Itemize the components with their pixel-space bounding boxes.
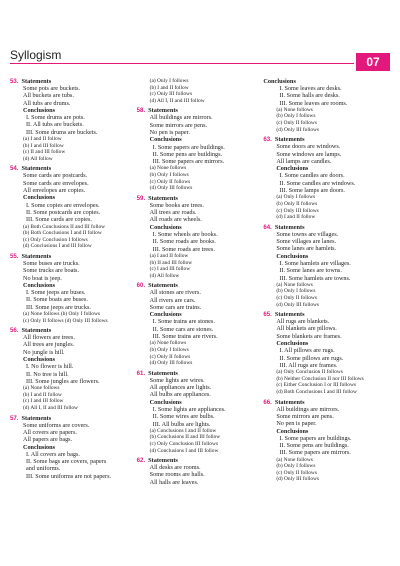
answer-option: (c) I and III follow xyxy=(23,398,64,405)
page-header xyxy=(0,0,400,69)
conclusions-label: Conclusions xyxy=(149,223,182,231)
conclusion-line: II. Some wires are bulbs. xyxy=(152,413,215,421)
question-block xyxy=(137,107,258,191)
statement-line: Some lights are wires. xyxy=(149,376,205,384)
statements-label: Statements xyxy=(148,369,178,377)
answer-option: (b) Only II follows xyxy=(276,200,318,207)
answer-option: (b) Neither Conclusion II nor III follows xyxy=(276,375,364,382)
question-heading xyxy=(263,78,384,85)
statements-label: Statements xyxy=(274,398,305,406)
answer-option: (b) Only I follows xyxy=(276,288,316,295)
question-number: 63. xyxy=(263,136,272,144)
statements-label: Statements xyxy=(148,107,178,115)
conclusions-label: Conclusions xyxy=(276,165,309,173)
conclusion-line: and uniforms. xyxy=(26,465,61,473)
conclusion-line: III. All bulbs are lights. xyxy=(152,420,211,428)
answer-option: (a) Conclusions I and II follow xyxy=(149,427,217,434)
answer-option: (d) Only III follows xyxy=(149,185,193,192)
conclusions-label: Conclusions xyxy=(149,398,182,406)
conclusions-label: Conclusions xyxy=(276,340,309,348)
statement-line: All lamps are candles. xyxy=(276,157,332,165)
question-block xyxy=(263,224,384,308)
answer-option: (d) Conclusions I and III follow xyxy=(23,243,92,250)
conclusion-line: I. Some hamlets are villages. xyxy=(279,259,351,267)
question-block xyxy=(137,195,258,279)
statements-label: Statements xyxy=(274,223,305,231)
column-3 xyxy=(263,78,390,556)
question-block xyxy=(10,165,131,249)
conclusion-line: I. Some wheels are books. xyxy=(152,231,218,239)
answer-option: (b) Only I follows xyxy=(276,113,316,120)
question-heading xyxy=(10,327,131,334)
statements-label: Statements xyxy=(274,311,305,319)
conclusion-line: I. Some jeeps are buses. xyxy=(26,289,86,297)
conclusion-line: II. All tubs are buckets. xyxy=(26,121,84,129)
answer-option: (b) Both Conclusions I and II follow xyxy=(23,230,102,237)
conclusion-line: III. Some trains are rivers. xyxy=(152,333,218,341)
question-columns xyxy=(10,78,390,556)
conclusion-line: II. Some pens are buildings. xyxy=(152,150,223,158)
conclusion-line: I. Some copies are envelopes. xyxy=(26,201,100,209)
question-number: 54. xyxy=(10,165,19,173)
answer-option: (c) Only III follows xyxy=(276,207,319,214)
conclusions-label: Conclusions xyxy=(23,443,55,451)
question-number: 66. xyxy=(263,398,272,406)
answer-option: (d) All follow xyxy=(149,272,180,279)
statements-label: Statements xyxy=(21,252,52,260)
question-number: 64. xyxy=(263,223,272,231)
answer-option: (d) All follow xyxy=(23,155,53,162)
answer-option: (b) I and II follow xyxy=(23,391,62,398)
answer-option: (c) Only II follows xyxy=(276,120,317,127)
conclusion-line: III. Some leaves are rooms. xyxy=(279,99,348,107)
conclusions-label: Conclusions xyxy=(149,311,182,319)
answer-option: (a) Only I follows xyxy=(276,194,316,201)
statement-line: All rivers are cars. xyxy=(149,296,196,304)
statement-line: Some doors are windows. xyxy=(276,143,341,151)
question-heading xyxy=(263,399,384,406)
question-block xyxy=(137,370,258,454)
conclusion-line: I. Some candles are doors. xyxy=(279,172,345,180)
answer-option: (a) I and II follow xyxy=(23,136,62,143)
conclusion-line: II. Some pillows are rugs. xyxy=(279,354,344,362)
answer-option: (a) Only Conclusion II follows xyxy=(276,369,343,376)
statement-line: Some blankets are frames. xyxy=(276,332,342,340)
conclusion-line: II. Some candles are windows. xyxy=(279,179,356,187)
question-block xyxy=(10,78,131,162)
question-block xyxy=(137,78,258,104)
statement-line: Some uniforms are covers. xyxy=(23,421,90,429)
question-number: 56. xyxy=(10,327,19,335)
answer-option: (a) None follows xyxy=(149,340,187,347)
answer-option: (b) Only I follows xyxy=(149,172,189,179)
answer-option: (b) I and II follow xyxy=(149,84,189,91)
statement-line: Some pots are buckets. xyxy=(23,85,81,92)
statement-line: Some villages are lanes. xyxy=(276,238,337,246)
conclusion-line: II. Some pens are buildings. xyxy=(279,442,349,450)
conclusion-line: III. Some jeeps are trucks. xyxy=(26,303,91,311)
statement-line: All desks are rooms. xyxy=(149,464,201,472)
answer-option: (a) Both Conclusions II and III follow xyxy=(23,223,106,230)
statements-label: Statements xyxy=(21,414,52,422)
statement-line: All flowers are trees. xyxy=(23,334,75,342)
conclusions-label: Conclusions xyxy=(276,252,309,260)
statement-line: Some trucks are boats. xyxy=(23,267,80,275)
question-block xyxy=(263,399,384,483)
question-heading xyxy=(137,282,258,289)
statement-line: No pen is paper. xyxy=(276,420,317,428)
question-number: 58. xyxy=(136,107,146,115)
conclusion-line: III. Some papers are mirrors. xyxy=(279,449,351,457)
answer-option: (d) Only III follows xyxy=(149,360,193,367)
answer-option: (a) Only I follows xyxy=(149,78,189,84)
answer-option: (c) Only III follows xyxy=(149,91,193,98)
answer-option: (a) None follows xyxy=(276,456,313,463)
answer-option: (a) None follows xyxy=(149,165,187,172)
question-block xyxy=(263,311,384,395)
answer-option: (c) Only II follows (d) Only III follows xyxy=(23,317,108,324)
statements-label: Statements xyxy=(274,136,305,144)
question-heading xyxy=(10,78,131,85)
conclusion-line: III. Some lamps are doors. xyxy=(279,187,345,195)
conclusion-line: I. Some leaves are desks. xyxy=(279,85,342,92)
conclusion-line: III. Some uniforms are not papers. xyxy=(26,472,112,480)
statement-line: Some towns are villages. xyxy=(276,230,339,238)
question-heading xyxy=(137,107,258,114)
question-block xyxy=(137,457,258,486)
statements-label: Statements xyxy=(148,457,178,465)
statement-line: Some cards are envelopes. xyxy=(23,179,89,187)
conclusions-label: Conclusions xyxy=(23,356,55,364)
statement-line: Some buses are trucks. xyxy=(23,259,80,267)
answer-option: (b) Only I follows xyxy=(276,463,316,470)
question-heading xyxy=(137,370,258,377)
statement-line: All tubs are drums. xyxy=(23,99,71,107)
conclusion-line: III. Some drums are buckets. xyxy=(26,128,98,136)
chapter-title: Syllogism xyxy=(10,48,62,62)
answer-option: (c) Only II follows xyxy=(149,178,191,185)
statement-line: Some mirrors are pens. xyxy=(149,121,208,129)
statements-label: Statements xyxy=(21,327,52,335)
conclusion-line: II. No tree is hill. xyxy=(26,370,69,378)
conclusion-line: II. Some halls are desks. xyxy=(279,92,340,100)
question-number: 60. xyxy=(136,282,146,290)
question-heading xyxy=(10,415,131,422)
column-1 xyxy=(10,78,137,556)
answer-option: (a) None follows xyxy=(276,281,313,288)
conclusion-line: I. No flower is hill. xyxy=(26,363,74,371)
header-rule xyxy=(10,63,354,64)
conclusion-line: III. Some roads are trees. xyxy=(152,245,215,253)
question-block xyxy=(263,136,384,220)
statement-line: All rugs are blankets. xyxy=(276,318,330,326)
question-number: 65. xyxy=(263,311,272,319)
conclusion-line: II. Some cars are stones. xyxy=(152,325,214,333)
answer-option: (b) I and III follow xyxy=(23,142,64,149)
question-heading xyxy=(263,224,384,231)
statement-line: All trees are roads. xyxy=(149,209,197,217)
conclusion-line: III. Some papers are mirrors. xyxy=(152,158,225,166)
answer-option: (b) II and III follow xyxy=(149,259,193,266)
statement-line: Some rooms are halls. xyxy=(149,471,205,479)
answer-option: (c) Only II follows xyxy=(276,294,317,301)
question-number: 61. xyxy=(136,369,146,377)
answer-option: (c) Only Conclusion I follows xyxy=(23,236,88,243)
answer-option: (d) I and II follow xyxy=(276,214,316,221)
answer-option: (a) I and II follow xyxy=(149,252,189,259)
answer-option: (d) All I, II and III follow xyxy=(23,405,78,412)
statement-line: All envelopes are copies. xyxy=(23,187,86,195)
statement-line: All papers are bags. xyxy=(23,436,73,444)
conclusions-label: Conclusions xyxy=(276,427,309,435)
conclusion-line: II. Some postcards are copies. xyxy=(26,208,101,216)
conclusion-line: I. All covers are bags. xyxy=(26,450,80,458)
statement-line: All trees are jungles. xyxy=(23,341,75,349)
statement-line: All halls are leaves. xyxy=(149,478,199,486)
statement-line: No pen is paper. xyxy=(149,128,190,136)
statement-line: All stones are rivers. xyxy=(149,289,201,297)
question-heading xyxy=(263,136,384,143)
statements-label: Statements xyxy=(21,165,52,173)
chapter-number-badge: 07 xyxy=(356,53,390,71)
conclusion-line: I. Some papers are buildings. xyxy=(152,143,225,151)
statement-line: All buildings are mirrors. xyxy=(149,114,213,122)
conclusion-line: I. Some papers are buildings. xyxy=(279,434,352,442)
question-block xyxy=(10,253,131,324)
answer-option: (c) Either Conclusion I or III follows xyxy=(276,382,356,389)
answer-option: (a) None follows (b) Only I follows xyxy=(23,310,100,317)
statement-line: No boat is jeep. xyxy=(23,274,62,282)
statement-line: Some cards are postcards. xyxy=(23,172,88,180)
statement-line: Some lanes are hamlets. xyxy=(276,245,337,253)
question-heading xyxy=(10,165,131,172)
conclusion-line: I. Some lights are appliances. xyxy=(152,405,226,413)
statement-line: All bulbs are appliances. xyxy=(149,391,211,399)
conclusion-line: III. Some hamlets are towns. xyxy=(279,274,351,282)
statement-line: Some windows are lamps. xyxy=(276,150,342,158)
answer-option: (d) Only III follows xyxy=(276,476,320,483)
question-number: 59. xyxy=(136,194,146,202)
question-block xyxy=(263,78,384,133)
answer-option: (d) Only III follows xyxy=(276,301,320,308)
answer-option: (d) Conclusions I and III follow xyxy=(149,447,219,454)
answer-option: (c) Only Conclusion III follows xyxy=(149,441,218,447)
statement-line: All appliances are lights. xyxy=(149,384,212,392)
answer-option: (a) None follows xyxy=(276,106,313,113)
column-2 xyxy=(137,78,264,556)
question-block xyxy=(137,282,258,366)
statement-line: Some cars are trains. xyxy=(149,303,202,311)
conclusion-line: III. Some cards are copies. xyxy=(26,216,92,224)
conclusion-line: III. All rugs are frames. xyxy=(279,361,338,369)
statements-label: Statements xyxy=(148,194,178,202)
question-number: 57. xyxy=(10,414,19,422)
answer-option: (b) Only I follows xyxy=(149,346,189,353)
question-heading xyxy=(137,457,258,464)
conclusion-line: I. All pillows are rugs. xyxy=(279,347,335,355)
answer-option: (d) Only III follows xyxy=(276,126,320,133)
conclusions-label: Conclusions xyxy=(23,106,55,114)
answer-option: (b) Conclusions II and III follow xyxy=(149,434,221,441)
conclusion-line: I. Some drums are pots. xyxy=(26,114,85,122)
question-block xyxy=(10,327,131,411)
question-number: 62. xyxy=(136,457,146,465)
conclusions-label: Conclusions xyxy=(149,136,182,144)
conclusions-label: Conclusions xyxy=(23,194,55,202)
statement-line: All blankets are pillows. xyxy=(276,325,337,333)
statement-line: Some books are trees. xyxy=(149,201,204,209)
conclusion-line: I. Some trains are stones. xyxy=(152,318,215,326)
conclusion-line: II. Some roads are books. xyxy=(152,238,216,246)
conclusion-line: II. Some bags are covers, papers xyxy=(26,458,107,466)
answer-option: (c) I and III follow xyxy=(149,266,191,273)
answer-option: (c) II and III follow xyxy=(23,149,66,156)
statements-label: Statements xyxy=(21,78,52,85)
question-block xyxy=(10,415,131,480)
question-heading xyxy=(263,311,384,318)
answer-option: (c) Only II follows xyxy=(276,469,317,476)
answer-option: (a) None follows xyxy=(23,385,60,392)
section-label: Conclusions xyxy=(263,78,296,85)
question-number: 53. xyxy=(10,78,19,85)
answer-option: (d) All I, II and III follow xyxy=(149,97,205,104)
statement-line: All roads are wheels. xyxy=(149,216,202,224)
answer-option: (d) Both Conclusions I and III follow xyxy=(276,389,357,396)
answer-option: (c) Only II follows xyxy=(149,353,191,360)
question-heading xyxy=(137,195,258,202)
statement-line: All covers are papers. xyxy=(23,428,77,436)
question-number: 55. xyxy=(10,252,19,260)
statements-label: Statements xyxy=(148,282,178,290)
statement-line: No jungle is hill. xyxy=(23,348,65,356)
statement-line: Some mirrors are pens. xyxy=(276,412,334,420)
conclusion-line: II. Some lanes are towns. xyxy=(279,267,342,275)
statement-line: All buildings are mirrors. xyxy=(276,405,340,413)
conclusion-line: III. Some jungles are flowers. xyxy=(26,377,100,385)
question-heading xyxy=(10,253,131,260)
conclusion-line: II. Some boats are buses. xyxy=(26,296,88,304)
conclusions-label: Conclusions xyxy=(23,281,55,289)
statement-line: All buckets are tubs. xyxy=(23,92,74,100)
